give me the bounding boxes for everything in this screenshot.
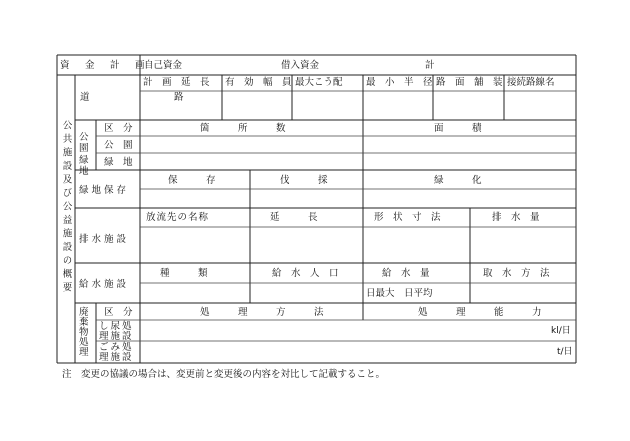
road-header-slope: 最大こう配 — [295, 77, 343, 88]
footnote: 注 変更の協議の場合は、変更前と変更後の内容を対比して記載すること。 — [62, 369, 386, 380]
park-row-category: 区 分 — [104, 123, 133, 134]
green-col-greening: 緑 化 — [434, 175, 482, 186]
park-col-count: 箇 所 数 — [200, 123, 286, 134]
funding-borrowed: 借入資金 — [281, 60, 320, 71]
water-avg-day: 日平均 — [404, 288, 433, 299]
waste-unit-night-soil: kl/日 — [551, 326, 571, 336]
green-col-cut: 伐 採 — [280, 175, 328, 186]
funding-total: 計 — [425, 60, 435, 71]
waste-col-method: 処 理 方 法 — [200, 307, 324, 318]
green-label: 緑地保存 — [79, 185, 130, 196]
water-header-intake: 取 水 方 法 — [483, 268, 550, 279]
drainage-header-length: 延 長 — [270, 212, 318, 223]
water-max-day: 日最大 — [366, 288, 395, 299]
drainage-label: 排水施設 — [79, 234, 130, 245]
park-col-area: 面 積 — [434, 123, 482, 134]
waste-group-label: 廃棄物処理 — [79, 307, 89, 358]
road-header-width: 有 効 幅 員 — [225, 77, 292, 88]
water-header-volume: 給 水 量 — [382, 268, 430, 279]
road-header-pavement: 路 面 舗 装 — [436, 77, 503, 88]
road-label: 道 路 — [80, 92, 198, 103]
water-header-type: 種 類 — [160, 268, 208, 279]
public-facilities-label: 公共施設及び公益施設の概要 — [60, 120, 72, 296]
waste-col-capacity: 処 理 能 力 — [418, 307, 542, 318]
waste-row-garbage: ごみ処理施設 — [99, 342, 134, 364]
drainage-header-volume: 排 水 量 — [492, 212, 540, 223]
drainage-header-shape: 形 状 寸 法 — [374, 212, 441, 223]
park-group-label: 公園緑地 — [79, 132, 90, 178]
waste-unit-garbage: t/日 — [557, 347, 573, 357]
water-label: 給水施設 — [79, 279, 130, 290]
road-header-length: 計 画 延 長 — [143, 77, 210, 88]
road-header-radius: 最 小 半 径 — [366, 77, 433, 88]
drainage-header-outlet: 放流先の名称 — [146, 212, 210, 223]
road-header-route: 接続路線名 — [507, 77, 555, 88]
water-header-population: 給 水 人 口 — [272, 268, 339, 279]
park-row-green: 緑 地 — [104, 157, 133, 168]
waste-row-night-soil: し尿処理施設 — [99, 321, 134, 343]
funding-label: 資 金 計 画 — [60, 60, 148, 71]
funding-own: 自己資金 — [144, 60, 183, 71]
waste-row-category: 区 分 — [104, 307, 133, 318]
park-row-park: 公 園 — [104, 140, 133, 151]
green-col-preserve: 保 存 — [168, 175, 216, 186]
